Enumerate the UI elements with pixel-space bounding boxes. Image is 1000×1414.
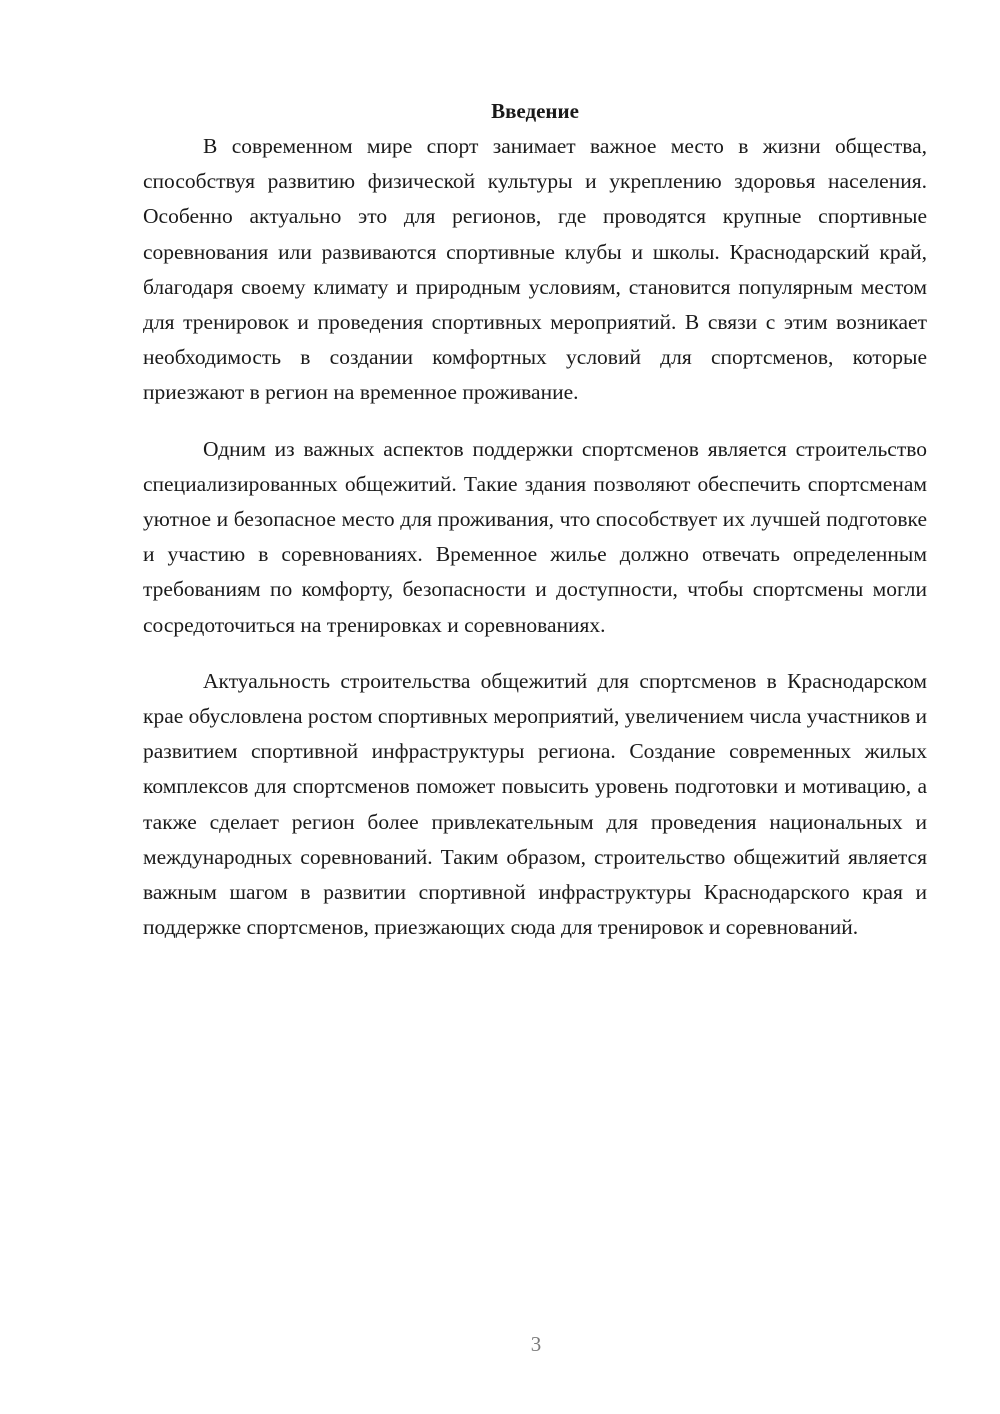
- document-body: [143, 94, 927, 945]
- paragraph-dormitories: Одним из важных аспектов поддержки спортсменов является строительство специализированных общежитий. Такие здания позволяют обеспечить спортсменам уютное и безопасное место для проживания, что способствует их лучшей подготовке и участию в соревнованиях. Временное жилье должно отвечать определенным требованиям по комфорту, безопасности и доступности, чтобы спортсмены могли сосредоточиться на тренировках и соревнованиях.: [143, 436, 927, 637]
- paragraph-relevance: Актуальность строительства общежитий для спортсменов в Краснодарском крае обусловлена ростом спортивных мероприятий, увеличением числа участников и развитием спортивной инфраструктуры региона. Создание современных жилых комплексов для спортсменов поможет повысить уровень подготовки и мотивацию, а также сделает регион более привлекательным для проведения национальных и международных соревнований. Таким образом, строительство общежитий является важным шагом в развитии спортивной инфраструктуры Краснодарского края и поддержке спортсменов, приезжающих сюда для тренировок и соревнований.: [143, 668, 927, 940]
- paragraph-intro: В современном мире спорт занимает важное место в жизни общества, способствуя развитию физической культуры и укреплению здоровья населения. Особенно актуально это для регионов, где проводятся крупные спортивные соревнования или развиваются спортивные клубы и школы. Краснодарский край, благодаря своему климату и природным условиям, становится популярным местом для тренировок и проведения спортивных мероприятий. В связи с этим возникает необходимость в создании комфортных условий для спортсменов, которые приезжают в регион на временное проживание.: [143, 134, 927, 405]
- section-title: Введение: [491, 99, 579, 123]
- page-number: 3: [530, 1332, 542, 1356]
